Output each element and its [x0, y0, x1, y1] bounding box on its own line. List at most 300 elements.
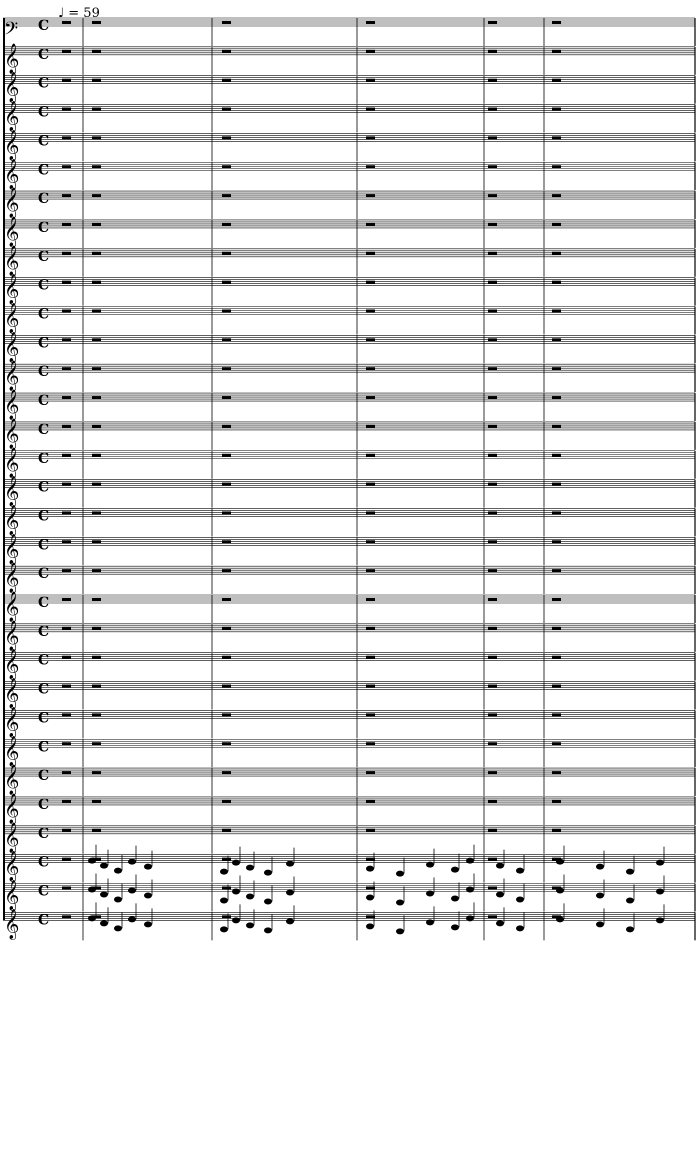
- rest-icon: [552, 713, 561, 716]
- time-signature: C: [38, 277, 50, 294]
- rest-icon: [222, 136, 231, 139]
- rest-icon: [488, 598, 497, 601]
- note-head: [396, 928, 404, 934]
- treble-clef-icon: 𝄞: [4, 216, 20, 247]
- rest-icon: [552, 165, 561, 168]
- rest-icon: [92, 742, 101, 745]
- time-signature: C: [38, 508, 50, 525]
- rest-icon: [222, 425, 231, 428]
- note-head: [246, 894, 254, 900]
- note-head: [220, 869, 228, 875]
- treble-clef-icon: 𝄞: [4, 793, 20, 824]
- staff: [3, 735, 695, 767]
- rest-icon: [222, 108, 231, 111]
- rest-icon: [222, 598, 231, 601]
- rest-icon: [62, 511, 71, 514]
- rest-icon: [488, 656, 497, 659]
- time-signature: C: [38, 796, 50, 813]
- rest-icon: [488, 915, 497, 918]
- rest-icon: [488, 165, 497, 168]
- rest-icon: [552, 483, 561, 486]
- staff: [3, 533, 695, 565]
- rest-icon: [92, 829, 101, 832]
- staff: [3, 274, 695, 306]
- note-head: [466, 915, 474, 921]
- rest-icon: [488, 194, 497, 197]
- staff: [3, 303, 695, 335]
- rest-icon: [92, 136, 101, 139]
- time-signature: C: [38, 566, 50, 583]
- note-head: [286, 918, 294, 924]
- note-head: [88, 858, 96, 864]
- rest-icon: [366, 396, 375, 399]
- rest-icon: [488, 483, 497, 486]
- time-signature: C: [38, 537, 50, 554]
- rest-icon: [366, 367, 375, 370]
- rest-icon: [222, 511, 231, 514]
- rest-icon: [62, 79, 71, 82]
- rest-icon: [552, 656, 561, 659]
- staff: [3, 620, 695, 652]
- rest-icon: [62, 252, 71, 255]
- staff: [3, 476, 695, 508]
- rest-icon: [92, 598, 101, 601]
- note-head: [426, 919, 434, 925]
- treble-clef-icon: 𝄞: [4, 620, 20, 651]
- rest-icon: [552, 367, 561, 370]
- rest-icon: [62, 569, 71, 572]
- rest-icon: [92, 685, 101, 688]
- rest-icon: [222, 713, 231, 716]
- rest-icon: [366, 598, 375, 601]
- note-head: [88, 887, 96, 893]
- rest-icon: [366, 50, 375, 53]
- note-head: [496, 920, 504, 926]
- rest-icon: [62, 713, 71, 716]
- rest-icon: [62, 367, 71, 370]
- rest-icon: [366, 829, 375, 832]
- rest-icon: [222, 281, 231, 284]
- rest-icon: [222, 454, 231, 457]
- staff: [3, 591, 695, 623]
- note-head: [556, 859, 564, 865]
- rest-icon: [222, 915, 231, 918]
- staff: [3, 101, 695, 133]
- note-head: [466, 887, 474, 893]
- treble-clef-icon: 𝄞: [4, 390, 20, 421]
- rest-icon: [552, 540, 561, 543]
- rest-icon: [488, 396, 497, 399]
- rest-icon: [366, 742, 375, 745]
- time-signature: C: [38, 883, 50, 900]
- time-signature: C: [38, 479, 50, 496]
- treble-clef-icon: 𝄞: [4, 447, 20, 478]
- rest-icon: [92, 50, 101, 53]
- rest-icon: [62, 50, 71, 53]
- note-head: [220, 926, 228, 932]
- rest-icon: [366, 800, 375, 803]
- rest-icon: [488, 569, 497, 572]
- rest-icon: [488, 511, 497, 514]
- rest-icon: [366, 338, 375, 341]
- rest-icon: [552, 569, 561, 572]
- note-head: [516, 925, 524, 931]
- time-signature: C: [38, 306, 50, 323]
- rest-icon: [552, 310, 561, 313]
- treble-clef-icon: 𝄞: [4, 72, 20, 103]
- rest-icon: [62, 108, 71, 111]
- time-signature: C: [38, 681, 50, 698]
- rest-icon: [92, 511, 101, 514]
- time-signature: C: [38, 421, 50, 438]
- rest-icon: [92, 194, 101, 197]
- rest-icon: [62, 800, 71, 803]
- rest-icon: [552, 108, 561, 111]
- rest-icon: [222, 50, 231, 53]
- note-head: [496, 892, 504, 898]
- treble-clef-icon: 𝄞: [4, 159, 20, 190]
- note-head: [451, 896, 459, 902]
- rest-icon: [488, 310, 497, 313]
- rest-icon: [488, 338, 497, 341]
- rest-icon: [366, 511, 375, 514]
- note-head: [596, 893, 604, 899]
- rest-icon: [552, 511, 561, 514]
- treble-clef-icon: 𝄞: [4, 245, 20, 276]
- treble-clef-icon: 𝄞: [4, 765, 20, 796]
- rest-icon: [62, 310, 71, 313]
- treble-clef-icon: 𝄞: [4, 736, 20, 767]
- rest-icon: [366, 223, 375, 226]
- rest-icon: [552, 425, 561, 428]
- rest-icon: [222, 887, 231, 890]
- rest-icon: [488, 50, 497, 53]
- rest-icon: [552, 829, 561, 832]
- note-head: [100, 920, 108, 926]
- note-head: [366, 866, 374, 872]
- rest-icon: [92, 21, 101, 24]
- staff: [3, 562, 695, 594]
- rest-icon: [62, 425, 71, 428]
- time-signature: C: [38, 595, 50, 611]
- rest-icon: [222, 396, 231, 399]
- rest-icon: [62, 21, 71, 24]
- note-head: [396, 900, 404, 906]
- rest-icon: [366, 21, 375, 24]
- time-signature: C: [38, 768, 50, 785]
- note-head: [246, 865, 254, 871]
- treble-clef-icon: 𝄞: [4, 418, 20, 449]
- rest-icon: [488, 800, 497, 803]
- rest-icon: [92, 656, 101, 659]
- rest-icon: [92, 281, 101, 284]
- treble-clef-icon: 𝄞: [4, 303, 20, 334]
- rest-icon: [222, 540, 231, 543]
- staff: [3, 43, 695, 75]
- rest-icon: [488, 367, 497, 370]
- rest-icon: [222, 685, 231, 688]
- rest-icon: [222, 800, 231, 803]
- rest-icon: [552, 627, 561, 630]
- rest-icon: [222, 165, 231, 168]
- rest-icon: [488, 136, 497, 139]
- treble-clef-icon: 𝄞: [4, 505, 20, 536]
- note-head: [366, 895, 374, 901]
- rest-icon: [552, 252, 561, 255]
- tempo-text: = 59: [68, 6, 100, 21]
- rest-icon: [552, 598, 561, 601]
- treble-clef-icon: 𝄞: [4, 678, 20, 709]
- treble-clef-icon: 𝄞: [4, 188, 20, 219]
- rest-icon: [92, 252, 101, 255]
- rest-icon: [488, 281, 497, 284]
- rest-icon: [552, 742, 561, 745]
- rest-icon: [552, 685, 561, 688]
- rest-icon: [366, 165, 375, 168]
- rest-icon: [488, 252, 497, 255]
- staff: [3, 331, 695, 363]
- time-signature: C: [38, 162, 50, 179]
- time-signature: C: [38, 18, 50, 34]
- rest-icon: [488, 540, 497, 543]
- quarter-note-icon: ♩: [58, 6, 65, 21]
- rest-icon: [488, 108, 497, 111]
- note-head: [114, 897, 122, 903]
- rest-icon: [366, 656, 375, 659]
- note-head: [114, 925, 122, 931]
- rest-icon: [92, 540, 101, 543]
- staff: [3, 158, 695, 190]
- rest-icon: [92, 771, 101, 774]
- rest-icon: [552, 771, 561, 774]
- staff: [3, 678, 695, 710]
- rest-icon: [62, 742, 71, 745]
- rest-icon: [488, 627, 497, 630]
- time-signature: C: [38, 450, 50, 467]
- note-head: [286, 890, 294, 896]
- rest-icon: [222, 252, 231, 255]
- rest-icon: [62, 194, 71, 197]
- staff: [3, 504, 695, 536]
- rest-icon: [222, 858, 231, 861]
- rest-icon: [92, 310, 101, 313]
- note-head: [246, 922, 254, 928]
- rest-icon: [488, 685, 497, 688]
- note-head: [264, 899, 272, 905]
- treble-clef-icon: 𝄞: [4, 563, 20, 594]
- rest-icon: [366, 569, 375, 572]
- time-signature: C: [38, 133, 50, 150]
- staff: [3, 764, 695, 796]
- note-head: [232, 860, 240, 866]
- rest-icon: [552, 454, 561, 457]
- rest-icon: [488, 21, 497, 24]
- rest-icon: [366, 771, 375, 774]
- rest-icon: [366, 425, 375, 428]
- rest-icon: [488, 887, 497, 890]
- rest-icon: [488, 829, 497, 832]
- rest-icon: [222, 194, 231, 197]
- treble-clef-icon: 𝄞: [4, 822, 20, 853]
- rest-icon: [552, 281, 561, 284]
- treble-clef-icon: 𝄞: [4, 534, 20, 565]
- note-head: [656, 917, 664, 923]
- rest-icon: [62, 656, 71, 659]
- note-head: [144, 864, 152, 870]
- rest-icon: [552, 21, 561, 24]
- staves: [3, 18, 695, 940]
- rest-icon: [222, 627, 231, 630]
- rest-icon: [62, 887, 71, 890]
- rest-icon: [552, 50, 561, 53]
- rest-icon: [552, 338, 561, 341]
- rest-icon: [62, 454, 71, 457]
- time-signature: C: [38, 739, 50, 756]
- rest-icon: [222, 310, 231, 313]
- rest-icon: [62, 858, 71, 861]
- time-signature: C: [38, 104, 50, 121]
- note-head: [466, 858, 474, 864]
- rest-icon: [552, 800, 561, 803]
- rest-icon: [62, 165, 71, 168]
- rest-icon: [222, 742, 231, 745]
- treble-clef-icon: 𝄞: [4, 332, 20, 363]
- rest-icon: [92, 338, 101, 341]
- time-signature: C: [38, 825, 50, 842]
- note-head: [100, 863, 108, 869]
- time-signature: C: [38, 75, 50, 92]
- note-head: [626, 898, 634, 904]
- rest-icon: [92, 396, 101, 399]
- rest-icon: [488, 223, 497, 226]
- rest-icon: [62, 627, 71, 630]
- note-head: [596, 921, 604, 927]
- treble-clef-icon: 𝄞: [4, 130, 20, 161]
- treble-clef-icon: 𝄞: [4, 43, 20, 74]
- time-signature: C: [38, 652, 50, 669]
- rest-icon: [92, 165, 101, 168]
- rest-icon: [366, 685, 375, 688]
- treble-clef-icon: 𝄞: [4, 649, 20, 680]
- note-head: [366, 923, 374, 929]
- staff: [3, 18, 695, 46]
- treble-clef-icon: 𝄞: [4, 880, 20, 911]
- rest-icon: [92, 223, 101, 226]
- treble-clef-icon: 𝄞: [4, 909, 20, 940]
- staff: [3, 245, 695, 277]
- rest-icon: [366, 252, 375, 255]
- rest-icon: [488, 454, 497, 457]
- rest-icon: [552, 396, 561, 399]
- rest-icon: [552, 223, 561, 226]
- rest-icon: [92, 454, 101, 457]
- time-signature: C: [38, 219, 50, 236]
- rest-icon: [92, 483, 101, 486]
- time-signature: C: [38, 912, 50, 929]
- note-head: [220, 898, 228, 904]
- rest-icon: [488, 858, 497, 861]
- rest-icon: [222, 338, 231, 341]
- note-head: [626, 926, 634, 932]
- treble-clef-icon: 𝄞: [4, 101, 20, 132]
- note-head: [626, 869, 634, 875]
- rest-icon: [366, 483, 375, 486]
- rest-icon: [488, 742, 497, 745]
- staff: [3, 649, 695, 681]
- treble-clef-icon: 𝄞: [4, 476, 20, 507]
- rest-icon: [62, 685, 71, 688]
- rest-icon: [62, 281, 71, 284]
- time-signature: C: [38, 335, 50, 352]
- rest-icon: [222, 483, 231, 486]
- bass-clef-icon: 𝄢: [4, 19, 19, 44]
- staff: [3, 447, 695, 479]
- rest-icon: [366, 108, 375, 111]
- time-signature: C: [38, 710, 50, 727]
- staff: [3, 129, 695, 161]
- staff: [3, 360, 695, 392]
- treble-clef-icon: 𝄞: [4, 851, 20, 882]
- rest-icon: [366, 310, 375, 313]
- note-head: [496, 863, 504, 869]
- rest-icon: [222, 223, 231, 226]
- rest-icon: [222, 771, 231, 774]
- note-head: [144, 893, 152, 899]
- note-head: [596, 864, 604, 870]
- staff: [3, 389, 695, 421]
- note-head: [451, 867, 459, 873]
- time-signature: C: [38, 393, 50, 410]
- rest-icon: [366, 136, 375, 139]
- rest-icon: [62, 598, 71, 601]
- time-signature: C: [38, 191, 50, 208]
- rest-icon: [92, 800, 101, 803]
- time-signature: C: [38, 854, 50, 871]
- rest-icon: [92, 108, 101, 111]
- note-head: [100, 892, 108, 898]
- rest-icon: [92, 627, 101, 630]
- treble-clef-icon: 𝄞: [4, 707, 20, 738]
- rest-icon: [366, 194, 375, 197]
- note-head: [516, 897, 524, 903]
- rest-icon: [62, 338, 71, 341]
- note-head: [426, 862, 434, 868]
- note-head: [114, 868, 122, 874]
- note-head: [451, 924, 459, 930]
- rest-icon: [552, 194, 561, 197]
- rest-icon: [222, 21, 231, 24]
- rest-icon: [62, 136, 71, 139]
- note-head: [396, 871, 404, 877]
- rest-icon: [62, 540, 71, 543]
- rest-icon: [62, 396, 71, 399]
- note-head: [656, 889, 664, 895]
- note-head: [144, 921, 152, 927]
- staff: [3, 706, 695, 738]
- rest-icon: [62, 771, 71, 774]
- rest-icon: [488, 771, 497, 774]
- rest-icon: [488, 79, 497, 82]
- rest-icon: [92, 425, 101, 428]
- rest-icon: [366, 627, 375, 630]
- rest-icon: [92, 367, 101, 370]
- rest-icon: [92, 713, 101, 716]
- time-signature: C: [38, 46, 50, 63]
- staff: [3, 72, 695, 104]
- staff: [3, 216, 695, 248]
- rest-icon: [366, 281, 375, 284]
- rest-icon: [552, 79, 561, 82]
